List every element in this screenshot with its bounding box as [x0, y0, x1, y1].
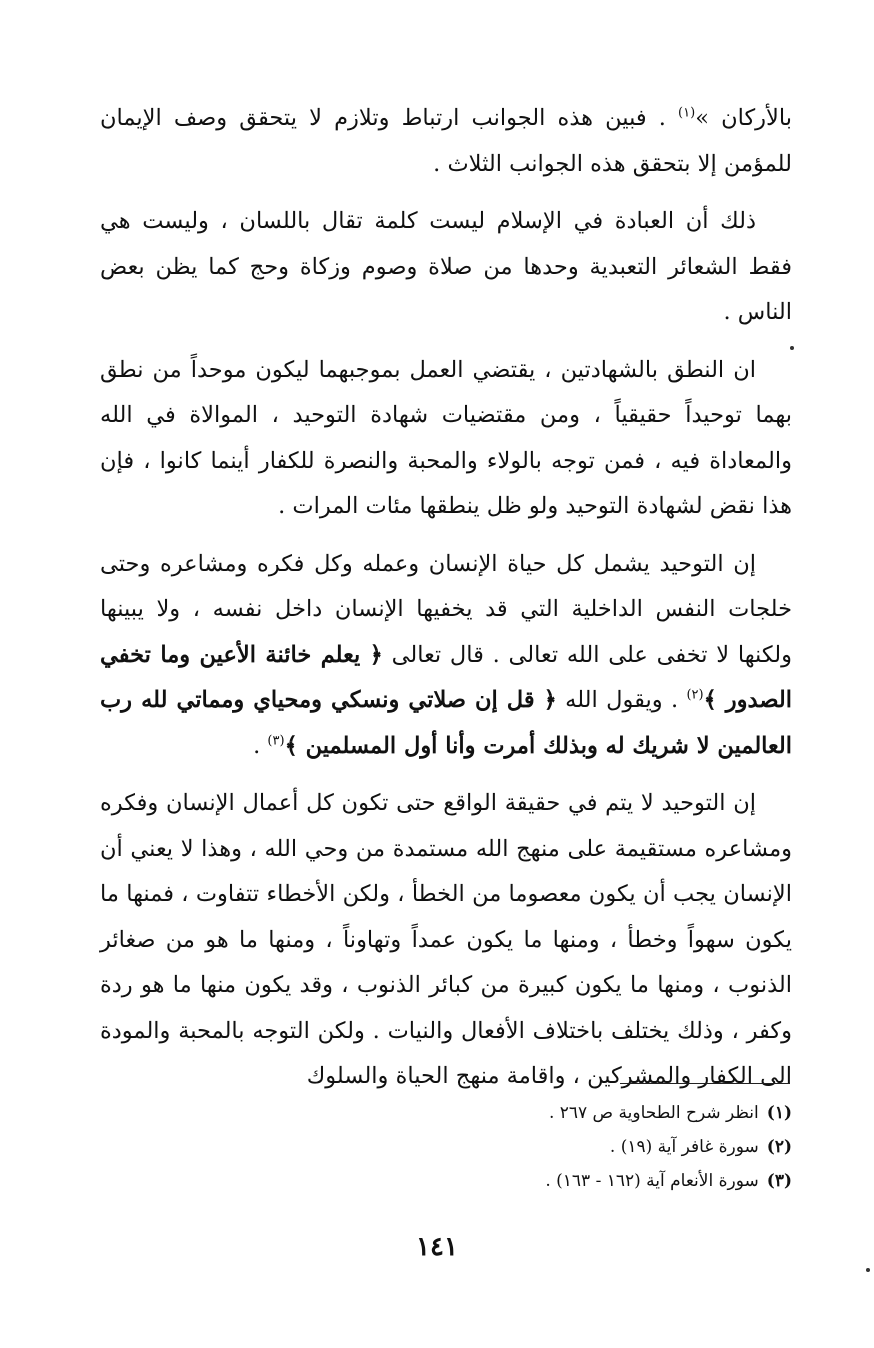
text-segment: بالأركان » — [695, 105, 792, 131]
footnote-1 — [100, 1096, 792, 1130]
text-segment: إن التوحيد لا يتم في حقيقة الواقع حتى تكون كل أعمال الإنسان وفكره ومشاعره مستقيمة على منهج الله مستمدة من وحي الله ، وهذا لا يعني أن الإنسان يجب أن يكون معصوما من الخطأ ، ولكن الأخطاء تتفاوت ، فمنها ما يكون سهواً وخطأ ، ومنها ما يكون عمداً وتهاوناً ، ومنها ما هو من صغائر الذنوب ، ومنها ما يكون كبيرة من كبائر الذنوب ، وقد يكون منها ما هو ردة وكفر ، وذلك يختلف باختلاف الأفعال والنيات . ولكن التوجه بالمحبة والمودة الى الكفار والمشركين ، واقامة منهج الحياة والسلوك — [100, 790, 792, 1089]
text-segment: . فبين هذه الجوانب ارتباط وتلازم لا يتحقق وصف الإيمان للمؤمن إلا بتحقق هذه الجوانب الثلاث . — [100, 105, 792, 177]
quran-quote: ﴿ قل إن صلاتي ونسكي ومحياي ومماتي لله رب العالمين لا شريك له وبذلك أمرت وأنا أول المسلمين ﴾ — [100, 687, 792, 759]
footnote-number: (١) — [766, 1103, 792, 1123]
footnote-number: (٢) — [766, 1137, 792, 1157]
footnote-text: سورة الأنعام آية (١٦٢ - ١٦٣) . — [545, 1171, 759, 1191]
text-segment: إن التوحيد يشمل كل حياة الإنسان وعمله وكل فكره ومشاعره وحتى خلجات النفس الداخلية التي قد يخفيها الإنسان داخل نفسه ، ولا يبينها ولكنها لا تخفى على الله تعالى . قال تعالى — [100, 550, 792, 668]
footnote-reference: (١) — [678, 105, 696, 121]
footnote-text: انظر شرح الطحاوية ص ٢٦٧ . — [548, 1103, 759, 1123]
quran-quote: ﴿ يعلم خائنة الأعين وما تخفي الصدور ﴾ — [100, 641, 792, 713]
text-segment: . — [253, 732, 268, 759]
footnote-divider — [620, 1083, 790, 1084]
footnote-3 — [100, 1164, 792, 1198]
text-segment: . ويقول الله — [556, 687, 687, 713]
paragraph-4 — [100, 542, 792, 770]
body-text — [100, 96, 792, 1100]
scan-speck — [866, 1268, 870, 1272]
footnote-reference: (٢) — [686, 687, 704, 703]
paragraph-2 — [100, 199, 792, 336]
paragraph-1 — [100, 96, 792, 187]
text-segment: ان النطق بالشهادتين ، يقتضي العمل بموجبهما ليكون موحداً من نطق بهما توحيداً حقيقياً ، ومن مقتضيات شهادة التوحيد ، الموالاة في الله والمعاداة فيه ، فمن توجه بالولاء والمحبة والنصرة للكفار أينما كانوا ، فإن هذا نقض لشهادة التوحيد ولو ظل ينطقها مئات المرات . — [100, 356, 792, 519]
scan-speck — [790, 346, 794, 350]
text-segment: ذلك أن العبادة في الإسلام ليست كلمة تقال باللسان ، وليست هي فقط الشعائر التعبدية وحدها من صلاة وصوم وزكاة وحج كما يظن بعض الناس . — [100, 208, 792, 325]
footnotes — [100, 1096, 792, 1198]
paragraph-5 — [100, 781, 792, 1100]
footnote-text: سورة غافر آية (١٩) . — [609, 1137, 759, 1157]
page-number: ١٤١ — [416, 1232, 458, 1262]
paragraph-3 — [100, 348, 792, 530]
footnote-reference: (٣) — [267, 733, 285, 748]
footnote-number: (٣) — [766, 1171, 792, 1191]
footnote-2 — [100, 1130, 792, 1164]
